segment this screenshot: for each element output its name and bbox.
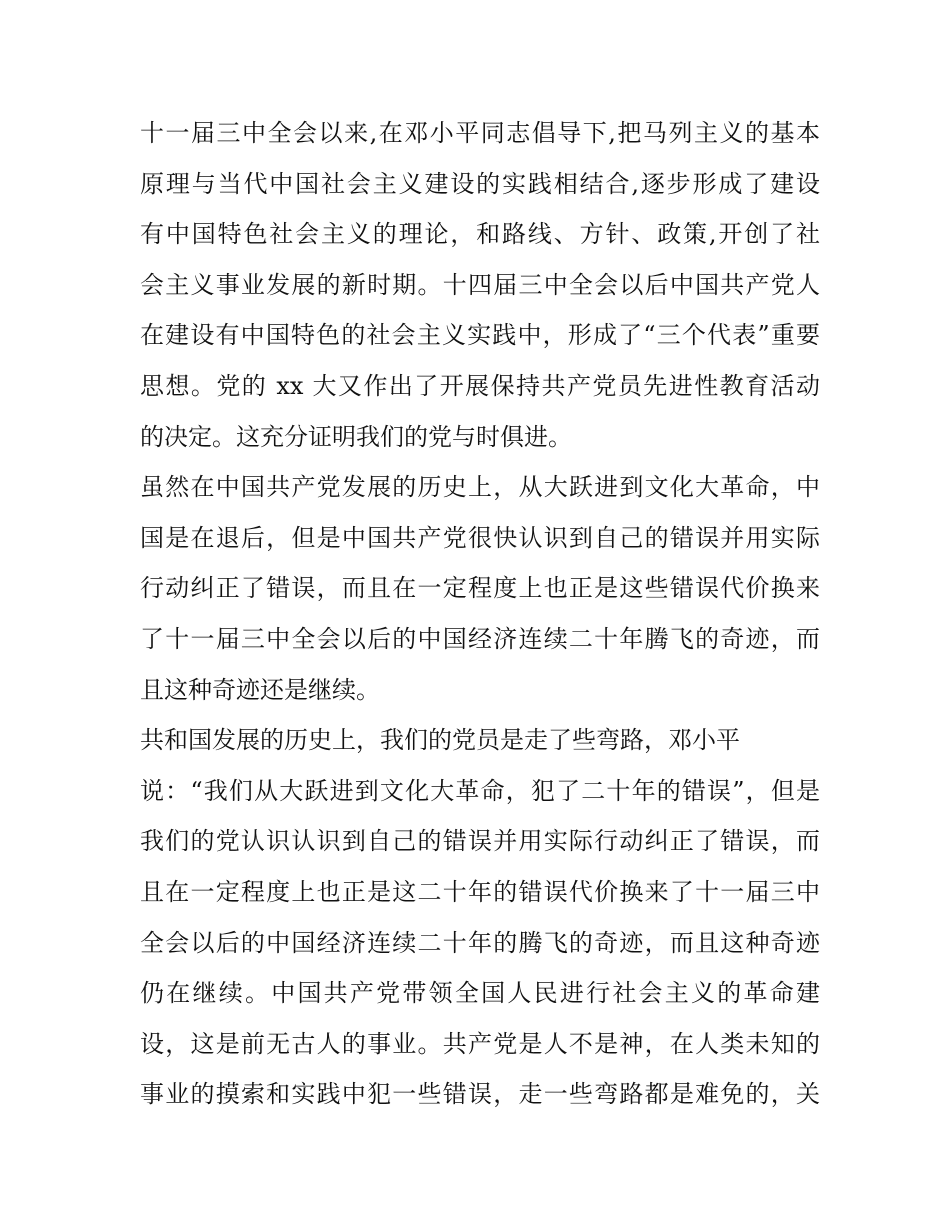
text-line: 虽然在中国共产党发展的历史上，从大跃进到文化大革命，中 [140,473,820,502]
text-line: 有中国特色社会主义的理论，和路线、方针、政策,开创了社 [140,220,820,249]
text-line: 仍在继续。中国共产党带领全国人民进行社会主义的革命建 [140,979,820,1008]
text-line: 全会以后的中国经济连续二十年的腾飞的奇迹，而且这种奇迹 [140,928,820,957]
text-line: 设，这是前无古人的事业。共产党是人不是神，在人类未知的 [140,1029,820,1058]
body-text [140,108,820,1120]
text-line: 且在一定程度上也正是这二十年的错误代价换来了十一届三中 [140,877,820,906]
text-line: 的决定。这充分证明我们的党与时俱进。 [140,422,572,451]
text-line: 说：“我们从大跃进到文化大革命，犯了二十年的错误”，但是 [140,776,820,805]
text-line: 行动纠正了错误，而且在一定程度上也正是这些错误代价换来 [140,574,820,603]
text-line: 思想。党的 xx 大又作出了开展保持共产党员先进性教育活动 [140,371,820,400]
text-line: 原理与当代中国社会主义建设的实践相结合,逐步形成了建设 [140,169,820,198]
text-line: 会主义事业发展的新时期。十四届三中全会以后中国共产党人 [140,270,820,299]
text-line: 十一届三中全会以来,在邓小平同志倡导下,把马列主义的基本 [140,119,820,147]
text-line: 了十一届三中全会以后的中国经济连续二十年腾飞的奇迹，而 [140,624,820,653]
text-line: 事业的摸索和实践中犯一些错误，走一些弯路都是难免的，关 [140,1080,820,1109]
text-line: 我们的党认识认识到自己的错误并用实际行动纠正了错误，而 [140,827,820,856]
text-line: 国是在退后，但是中国共产党很快认识到自己的错误并用实际 [140,523,820,552]
text-line: 共和国发展的历史上，我们的党员是走了些弯路，邓小平 [140,726,740,755]
text-line: 在建设有中国特色的社会主义实践中，形成了“三个代表”重要 [140,321,820,350]
text-line: 且这种奇迹还是继续。 [140,675,380,704]
